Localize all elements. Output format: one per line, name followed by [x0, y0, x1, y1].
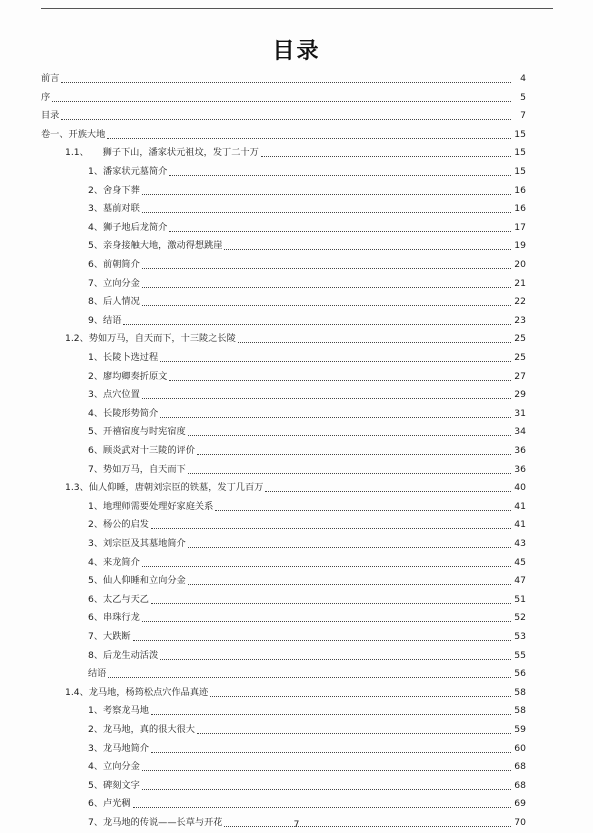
- toc-entry[interactable]: [88, 555, 526, 571]
- toc-entry-page: 25: [514, 352, 526, 363]
- toc-entry-page: 17: [514, 221, 526, 233]
- toc-entry-label: 1、考察龙马地: [88, 705, 149, 717]
- toc-entry[interactable]: [88, 164, 526, 180]
- toc-entry-page: 21: [514, 277, 526, 289]
- toc-entry[interactable]: [41, 127, 526, 143]
- toc-entry-page: 68: [514, 761, 526, 773]
- toc-entry[interactable]: [88, 294, 526, 310]
- toc-leader-dots: [142, 621, 511, 622]
- toc-entry-page: 19: [514, 240, 526, 252]
- toc-entry-page: 43: [514, 538, 526, 549]
- toc-entry-page: 15: [514, 166, 526, 177]
- toc-leader-dots: [238, 342, 511, 343]
- toc-leader-dots: [261, 156, 511, 157]
- toc-entry[interactable]: [88, 220, 526, 236]
- toc-entry[interactable]: [88, 536, 526, 552]
- toc-entry-label: 3、点穴位置: [88, 389, 140, 401]
- toc-entry-page: 15: [514, 147, 526, 159]
- toc-entry-label: 6、顾炎武对十三陵的评价: [88, 445, 195, 456]
- toc-entry-label: 4、狮子地后龙简介: [88, 221, 168, 233]
- toc-entry[interactable]: [65, 480, 526, 496]
- toc-entry-page: 60: [514, 742, 526, 754]
- toc-entry-page: 68: [514, 779, 526, 791]
- toc-leader-dots: [188, 584, 511, 585]
- toc-leader-dots: [142, 268, 511, 269]
- toc-leader-dots: [151, 752, 511, 753]
- toc-entry-page: 20: [514, 259, 526, 270]
- toc-entry-label: 6、太乙与天乙: [88, 593, 149, 605]
- toc-leader-dots: [142, 305, 511, 306]
- toc-entry-page: 7: [520, 110, 526, 122]
- toc-entry[interactable]: [88, 722, 526, 738]
- toc-entry-label: 7、龙马地的传说——长草与开花: [88, 817, 223, 828]
- toc-entry[interactable]: [88, 499, 526, 515]
- toc-entry[interactable]: [88, 257, 526, 273]
- toc-entry-label: 8、后人情况: [88, 296, 140, 308]
- toc-entry[interactable]: [88, 592, 526, 608]
- toc-entry-label: 1.1、 狮子下山，潘家状元祖坟，发丁二十万: [65, 147, 259, 159]
- toc-entry-label: 前言: [41, 73, 60, 84]
- toc-entry[interactable]: [88, 759, 526, 775]
- toc-entry-label: 3、墓前对联: [88, 203, 140, 215]
- toc-leader-dots: [197, 733, 511, 734]
- toc-entry-label: 7、大跌断: [88, 631, 131, 642]
- toc-entry-page: 15: [514, 128, 526, 140]
- toc-entry-label: 6、串珠行龙: [88, 612, 140, 624]
- toc-leader-dots: [61, 119, 511, 120]
- toc-leader-dots: [224, 249, 511, 250]
- toc-leader-dots: [188, 435, 511, 436]
- toc-entry-label: 6、卢光稠: [88, 798, 131, 810]
- toc-leader-dots: [123, 324, 511, 325]
- toc-entry[interactable]: [88, 741, 526, 757]
- toc-entry-label: 5、开禧宿度与时宪宿度: [88, 426, 186, 438]
- toc-entry-label: 2、舍身下葬: [88, 184, 140, 196]
- toc-leader-dots: [142, 398, 511, 399]
- toc-entry[interactable]: [88, 648, 526, 664]
- toc-leader-dots: [142, 789, 511, 790]
- toc-entry-label: 1.4、龙马地，杨筠松点穴作品真迹: [65, 686, 209, 698]
- toc-entry-page: 29: [514, 389, 526, 401]
- toc-entry-page: 41: [514, 500, 526, 512]
- toc-entry[interactable]: [88, 629, 526, 645]
- toc-entry-page: 69: [514, 798, 526, 810]
- toc-leader-dots: [215, 510, 511, 511]
- toc-entry-page: 5: [520, 91, 526, 103]
- toc-entry[interactable]: [88, 703, 526, 719]
- toc-entry-label: 9、结语: [88, 314, 122, 326]
- toc-entry[interactable]: [88, 610, 526, 626]
- toc-entry-page: 58: [514, 686, 526, 698]
- toc-entry-page: 16: [514, 203, 526, 215]
- toc-entry[interactable]: [65, 145, 526, 161]
- toc-entry-label: 卷一、开族大地: [41, 128, 106, 140]
- page-title: 目录: [272, 39, 321, 64]
- toc-entry[interactable]: [88, 778, 526, 794]
- toc-entry-label: 3、刘宗臣及其墓地简介: [88, 538, 186, 549]
- toc-entry-label: 2、龙马地，真的很大很大: [88, 724, 195, 735]
- toc-entry-page: 36: [514, 445, 526, 456]
- toc-entry-page: 58: [514, 705, 526, 717]
- toc-leader-dots: [107, 138, 511, 139]
- toc-entry-page: 40: [514, 482, 526, 494]
- toc-leader-dots: [210, 696, 511, 697]
- toc-entry[interactable]: [88, 666, 526, 682]
- toc-entry[interactable]: [88, 369, 526, 385]
- toc-entry-label: 4、长陵形势简介: [88, 407, 159, 419]
- toc-leader-dots: [169, 175, 511, 176]
- toc-entry[interactable]: [88, 517, 526, 533]
- toc-entry-page: 52: [514, 612, 526, 624]
- toc-entry-label: 1、地理师需要处理好家庭关系: [88, 500, 214, 512]
- toc-entry-page: 36: [514, 463, 526, 475]
- toc-leader-dots: [142, 287, 511, 288]
- toc-leader-dots: [188, 547, 511, 548]
- toc-leader-dots: [108, 677, 511, 678]
- toc-entry-page: 45: [514, 556, 526, 568]
- toc-entry-label: 目录: [41, 110, 60, 122]
- toc-entry-label: 4、立向分金: [88, 761, 140, 773]
- toc-entry[interactable]: [88, 387, 526, 403]
- toc-entry-label: 7、立向分金: [88, 277, 140, 289]
- toc-entry[interactable]: [88, 462, 526, 478]
- toc-leader-dots: [160, 659, 511, 660]
- toc-entry[interactable]: [88, 183, 526, 199]
- toc-leader-dots: [142, 194, 511, 195]
- toc-entry-label: 5、亲身接触大地，激动得想跳崖: [88, 240, 223, 252]
- toc-leader-dots: [169, 380, 511, 381]
- toc-entry-label: 结语: [88, 668, 107, 680]
- toc-leader-dots: [265, 491, 511, 492]
- toc-leader-dots: [197, 454, 511, 455]
- toc-leader-dots: [142, 770, 511, 771]
- toc-entry[interactable]: [41, 90, 526, 106]
- toc-leader-dots: [52, 101, 511, 102]
- toc-entry[interactable]: [88, 313, 526, 329]
- toc-leader-dots: [142, 566, 511, 567]
- toc-entry-label: 1.2、势如万马，自天而下，十三陵之长陵: [65, 333, 236, 345]
- toc-entry[interactable]: [65, 331, 526, 347]
- toc-leader-dots: [169, 231, 511, 232]
- toc-entry-page: 25: [514, 333, 526, 345]
- toc-entry-page: 31: [514, 407, 526, 419]
- toc-leader-dots: [61, 82, 511, 83]
- toc-entry-page: 34: [514, 426, 526, 438]
- toc-entry[interactable]: [88, 238, 526, 254]
- page-number: 7: [293, 820, 300, 830]
- toc-leader-dots: [151, 714, 511, 715]
- toc-entry[interactable]: [88, 424, 526, 440]
- toc-entry[interactable]: [88, 406, 526, 422]
- toc-entry[interactable]: [65, 685, 526, 701]
- toc-entry-page: 16: [514, 184, 526, 196]
- toc-entry-label: 2、廖均卿奏折原文: [88, 370, 168, 382]
- toc-leader-dots: [151, 603, 511, 604]
- toc-entry-page: 22: [514, 296, 526, 308]
- toc-entry-page: 51: [514, 593, 526, 605]
- toc-entry-label: 7、势如万马，自天而下: [88, 463, 186, 475]
- toc-entry[interactable]: [41, 108, 526, 124]
- toc-entry[interactable]: [88, 443, 526, 459]
- toc-entry-label: 6、前朝简介: [88, 259, 140, 270]
- toc-entry[interactable]: [41, 71, 526, 87]
- toc-entry-label: 5、碑刻文字: [88, 779, 140, 791]
- toc-entry-label: 2、杨公的启发: [88, 519, 149, 531]
- toc-entry-page: 56: [514, 668, 526, 680]
- toc-entry-label: 1、潘家状元墓简介: [88, 166, 168, 177]
- toc-entry-page: 23: [514, 314, 526, 326]
- toc-entry-label: 5、仙人仰睡和立向分金: [88, 575, 186, 587]
- toc-entry-page: 55: [514, 649, 526, 661]
- toc-entry-page: 53: [514, 631, 526, 642]
- toc-entry-page: 4: [520, 73, 526, 84]
- toc-leader-dots: [133, 640, 511, 641]
- toc-entry-label: 3、龙马地简介: [88, 742, 149, 754]
- toc-entry-label: 1.3、仙人仰睡，唐朝刘宗臣的铁墓，发丁几百万: [65, 482, 264, 494]
- toc-leader-dots: [133, 807, 511, 808]
- toc-leader-dots: [142, 212, 511, 213]
- toc-entry-label: 8、后龙生动活泼: [88, 649, 159, 661]
- toc-leader-dots: [160, 361, 511, 362]
- toc-entry[interactable]: [88, 201, 526, 217]
- toc-leader-dots: [151, 528, 511, 529]
- toc-leader-dots: [160, 417, 511, 418]
- toc-entry-page: 70: [514, 817, 526, 828]
- toc-entry[interactable]: [88, 350, 526, 366]
- toc-entry-page: 59: [514, 724, 526, 735]
- toc-entry-page: 47: [514, 575, 526, 587]
- toc-entry-label: 序: [41, 91, 51, 103]
- toc-entry-page: 27: [514, 370, 526, 382]
- toc-entry[interactable]: [88, 276, 526, 292]
- toc-entry[interactable]: [88, 796, 526, 812]
- toc-entry-page: 41: [514, 519, 526, 531]
- toc-leader-dots: [188, 473, 511, 474]
- toc-entry[interactable]: [88, 573, 526, 589]
- header-rule: [41, 8, 553, 9]
- toc-entry-label: 4、来龙简介: [88, 556, 140, 568]
- toc-entry-label: 1、长陵卜选过程: [88, 352, 159, 363]
